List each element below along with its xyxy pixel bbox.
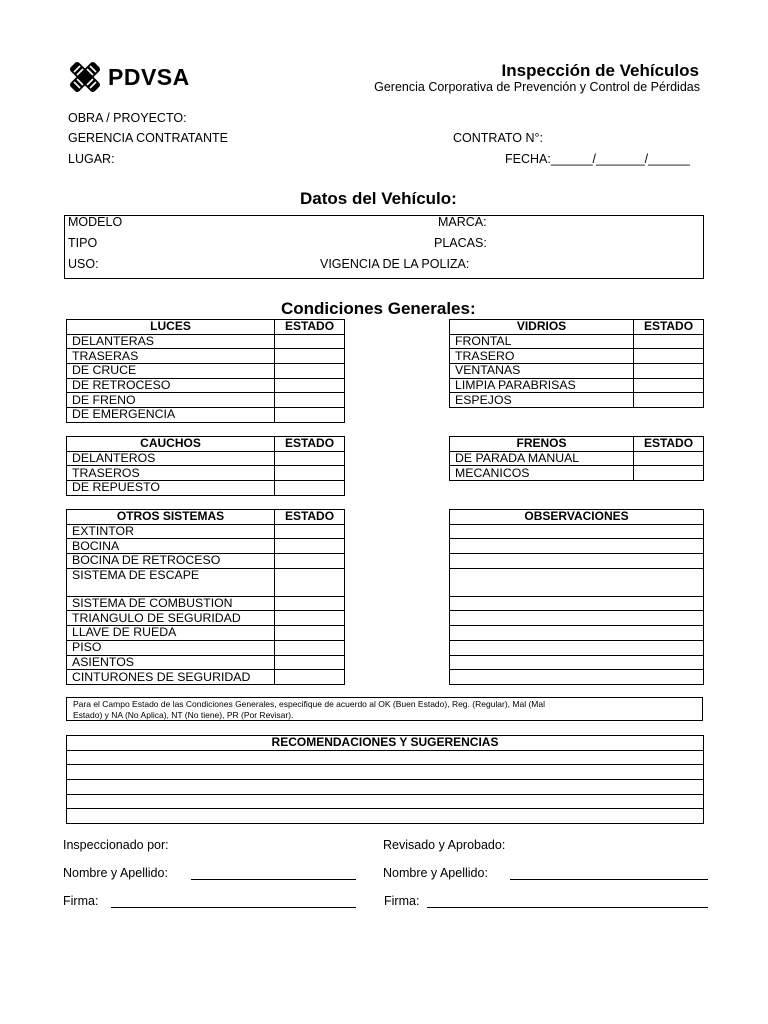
estado-cell[interactable]	[634, 364, 704, 379]
estado-cell[interactable]	[634, 378, 704, 393]
estado-cell[interactable]	[634, 393, 704, 408]
vigencia-label: VIGENCIA DE LA POLIZA:	[320, 257, 470, 271]
estado-cell[interactable]	[275, 596, 345, 611]
table-row: PISO	[67, 640, 345, 655]
table-row: LIMPIA PARABRISAS	[450, 378, 704, 393]
nombre-left-label: Nombre y Apellido:	[63, 866, 168, 880]
estado-cell[interactable]	[275, 554, 345, 569]
table-row: ASIENTOS	[67, 655, 345, 670]
observacion-cell[interactable]	[450, 524, 704, 539]
marca-label: MARCA:	[438, 215, 487, 229]
recomendacion-cell[interactable]	[67, 750, 704, 765]
logo-text: PDVSA	[108, 63, 190, 90]
document-title: Inspección de Vehículos	[501, 61, 699, 80]
estado-cell[interactable]	[275, 524, 345, 539]
estado-cell[interactable]	[634, 466, 704, 481]
recomendacion-cell[interactable]	[67, 794, 704, 809]
table-row: DE EMERGENCIA	[67, 408, 345, 423]
table-row: DELANTERAS	[67, 334, 345, 349]
table-row	[450, 554, 704, 569]
otros-sistemas-table	[66, 509, 345, 685]
observacion-cell[interactable]	[450, 554, 704, 569]
observaciones-header: OBSERVACIONES	[450, 510, 704, 525]
table-row: DELANTEROS	[67, 451, 345, 466]
frenos-header: FRENOS	[450, 437, 634, 452]
table-row: MECANICOS	[450, 466, 704, 481]
note-line-1: Para el Campo Estado de las Condiciones Generales, especifique de acuerdo al OK (Buen Estado), Reg. (Regular), Mal (Mal	[73, 699, 545, 709]
recomendacion-cell[interactable]	[67, 765, 704, 780]
estado-cell[interactable]	[275, 655, 345, 670]
observacion-cell[interactable]	[450, 568, 704, 596]
nombre-left-line[interactable]	[191, 879, 356, 880]
estado-header: ESTADO	[634, 437, 704, 452]
table-row: FRONTAL	[450, 334, 704, 349]
estado-cell[interactable]	[275, 466, 345, 481]
table-row: VENTANAS	[450, 364, 704, 379]
nombre-right-line[interactable]	[510, 879, 708, 880]
table-row: DE RETROCESO	[67, 378, 345, 393]
luces-table	[66, 319, 345, 423]
modelo-label: MODELO	[68, 215, 123, 229]
table-row: TRASERAS	[67, 349, 345, 364]
estado-cell[interactable]	[634, 451, 704, 466]
estado-cell[interactable]	[275, 568, 345, 596]
observacion-cell[interactable]	[450, 596, 704, 611]
table-row	[450, 655, 704, 670]
table-row: BOCINA DE RETROCESO	[67, 554, 345, 569]
observaciones-table	[449, 509, 704, 685]
table-row	[450, 626, 704, 641]
table-row: TRASERO	[450, 349, 704, 364]
otros-header: OTROS SISTEMAS	[67, 510, 275, 525]
cauchos-header: CAUCHOS	[67, 437, 275, 452]
lugar-label: LUGAR:	[68, 152, 115, 166]
table-row	[450, 539, 704, 554]
table-row	[450, 611, 704, 626]
pdvsa-logo-icon	[68, 60, 102, 94]
table-row	[67, 794, 704, 809]
observacion-cell[interactable]	[450, 640, 704, 655]
conditions-section-title: Condiciones Generales:	[281, 299, 476, 318]
table-row: DE PARADA MANUAL	[450, 451, 704, 466]
table-row: SISTEMA DE COMBUSTION	[67, 596, 345, 611]
obra-label: OBRA / PROYECTO:	[68, 111, 187, 125]
estado-cell[interactable]	[634, 334, 704, 349]
firma-right-label: Firma:	[384, 894, 420, 908]
contrato-label: CONTRATO N°:	[453, 131, 543, 145]
observacion-cell[interactable]	[450, 655, 704, 670]
table-row	[67, 750, 704, 765]
observacion-cell[interactable]	[450, 611, 704, 626]
estado-instructions-note	[66, 697, 703, 721]
recomendacion-cell[interactable]	[67, 809, 704, 824]
uso-label: USO:	[68, 257, 99, 271]
placas-label: PLACAS:	[434, 236, 487, 250]
table-row: ESPEJOS	[450, 393, 704, 408]
recomendacion-cell[interactable]	[67, 780, 704, 795]
document-subtitle: Gerencia Corporativa de Prevención y Control de Pérdidas	[374, 80, 700, 94]
estado-cell[interactable]	[275, 364, 345, 379]
firma-left-line[interactable]	[111, 907, 356, 908]
table-row: TRASEROS	[67, 466, 345, 481]
estado-cell[interactable]	[275, 640, 345, 655]
table-row: BOCINA	[67, 539, 345, 554]
table-row: LLAVE DE RUEDA	[67, 626, 345, 641]
frenos-table	[449, 436, 704, 481]
estado-header: ESTADO	[634, 320, 704, 335]
estado-cell[interactable]	[275, 334, 345, 349]
table-row	[450, 670, 704, 685]
table-row	[450, 640, 704, 655]
table-row	[450, 524, 704, 539]
estado-header: ESTADO	[275, 510, 345, 525]
table-row: EXTINTOR	[67, 524, 345, 539]
table-row	[67, 809, 704, 824]
estado-cell[interactable]	[634, 349, 704, 364]
fecha-label: FECHA:______/_______/______	[505, 152, 690, 166]
estado-cell[interactable]	[275, 349, 345, 364]
vidrios-header: VIDRIOS	[450, 320, 634, 335]
observacion-cell[interactable]	[450, 626, 704, 641]
table-row: CINTURONES DE SEGURIDAD	[67, 670, 345, 685]
estado-cell[interactable]	[275, 626, 345, 641]
recomendaciones-header: RECOMENDACIONES Y SUGERENCIAS	[67, 736, 704, 751]
revisado-label: Revisado y Aprobado:	[383, 838, 506, 852]
table-row: SISTEMA DE ESCAPE	[67, 568, 345, 596]
estado-header: ESTADO	[275, 437, 345, 452]
recomendaciones-table	[66, 735, 704, 824]
estado-cell[interactable]	[275, 393, 345, 408]
table-row	[67, 765, 704, 780]
gerencia-label: GERENCIA CONTRATANTE	[68, 131, 228, 145]
estado-cell[interactable]	[275, 611, 345, 626]
nombre-right-label: Nombre y Apellido:	[383, 866, 488, 880]
table-row	[450, 568, 704, 596]
estado-cell[interactable]	[275, 378, 345, 393]
estado-cell[interactable]	[275, 539, 345, 554]
table-row	[67, 780, 704, 795]
estado-header: ESTADO	[275, 320, 345, 335]
table-row: TRIANGULO DE SEGURIDAD	[67, 611, 345, 626]
vidrios-table	[449, 319, 704, 408]
table-row: DE FRENO	[67, 393, 345, 408]
table-row: DE CRUCE	[67, 364, 345, 379]
observacion-cell[interactable]	[450, 670, 704, 685]
firma-right-line[interactable]	[427, 907, 708, 908]
firma-left-label: Firma:	[63, 894, 99, 908]
vehicle-section-title: Datos del Vehículo:	[300, 189, 457, 208]
note-line-2: Estado) y NA (No Aplica), NT (No tiene), PR (Por Revisar).	[73, 710, 294, 720]
estado-cell[interactable]	[275, 451, 345, 466]
estado-cell[interactable]	[275, 408, 345, 423]
tipo-label: TIPO	[68, 236, 98, 250]
inspeccionado-label: Inspeccionado por:	[63, 838, 169, 852]
cauchos-table	[66, 436, 345, 496]
table-row	[450, 596, 704, 611]
table-row: DE REPUESTO	[67, 481, 345, 496]
pdvsa-logo	[68, 60, 190, 94]
luces-header: LUCES	[67, 320, 275, 335]
estado-cell[interactable]	[275, 481, 345, 496]
estado-cell[interactable]	[275, 670, 345, 685]
observacion-cell[interactable]	[450, 539, 704, 554]
